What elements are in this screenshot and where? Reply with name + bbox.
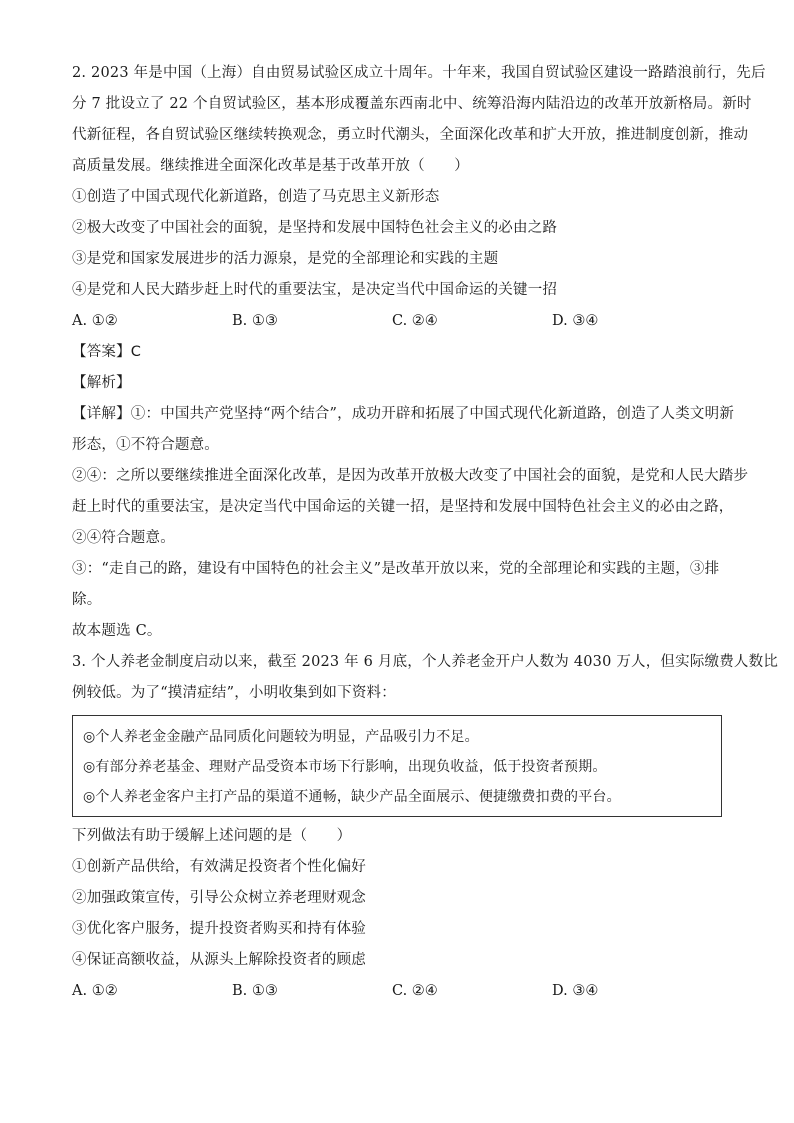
q3-stem-line-2: 例较低。为了“摸清症结”，小明收集到如下资料： [72,685,396,701]
q2-detail-line-1: 【详解】①：中国共产党坚持“两个结合”，成功开辟和拓展了中国式现代化新道路，创造了人类文明新 [72,406,735,422]
q2-detail-line-6: ③：“走自己的路，建设有中国特色的社会主义”是改革开放以来，党的全部理论和实践的主题，③排 [72,561,720,577]
q3-statement-4: ④保证高额收益，从源头上解除投资者的顾虑 [72,952,366,968]
q2-stem-line-1: 2. 2023 年是中国（上海）自由贸易试验区成立十周年。十年来，我国自贸试验区建设一路踏浪前行，先后 [72,65,766,81]
q2-detail-line-7: 除。 [72,592,102,608]
q2-detail-line-8: 故本题选 C。 [72,623,162,639]
q3-statement-3: ③优化客户服务，提升投资者购买和持有体验 [72,921,366,937]
q2-detail-line-4: 赶上时代的重要法宝，是决定当代中国命运的关键一招，是坚持和发展中国特色社会主义的必由之路， [72,499,734,515]
q2-statement-4: ④是党和人民大踏步赶上时代的重要法宝，是决定当代中国命运的关键一招 [72,282,558,298]
q2-option-d: D. ③④ [552,313,599,329]
q2-options [72,306,724,337]
q3-statement-1: ①创新产品供给，有效满足投资者个性化偏好 [72,859,366,875]
q2-stem-line-3: 代新征程，各自贸试验区继续转换观念，勇立时代潮头，全面深化改革和扩大开放，推进制度创新，推动 [72,127,749,143]
q3-options [72,976,724,1007]
q3-statement-2: ②加强政策宣传，引导公众树立养老理财观念 [72,890,366,906]
q3-material-1: ◎个人养老金金融产品同质化问题较为明显，产品吸引力不足。 [83,729,479,745]
q2-answer: 【答案】C [72,344,142,360]
q2-statement-2: ②极大改变了中国社会的面貌，是坚持和发展中国特色社会主义的必由之路 [72,220,558,236]
q3-material-3: ◎个人养老金客户主打产品的渠道不通畅，缺少产品全面展示、便捷缴费扣费的平台。 [83,789,621,805]
exam-page [72,58,779,1007]
q3-option-c: C. ②④ [392,983,438,999]
q2-detail-line-2: 形态，①不符合题意。 [72,437,219,453]
question-3 [72,647,779,1007]
q3-option-d: D. ③④ [552,983,599,999]
q2-detail-line-5: ②④符合题意。 [72,530,175,546]
q2-analysis-label: 【解析】 [72,375,131,391]
q2-statement-3: ③是党和国家发展进步的活力源泉，是党的全部理论和实践的主题 [72,251,499,267]
q2-stem-line-2: 分 7 批设立了 22 个自贸试验区，基本形成覆盖东西南北中、统筹沿海内陆沿边的改革开放新格局。新时 [72,96,752,112]
q3-material-2: ◎有部分养老基金、理财产品受资本市场下行影响，出现负收益，低于投资者预期。 [83,759,607,775]
q2-statement-1: ①创造了中国式现代化新道路，创造了马克思主义新形态 [72,189,440,205]
q2-detail-line-3: ②④：之所以要继续推进全面深化改革，是因为改革开放极大改变了中国社会的面貌，是党和人民大踏步 [72,468,749,484]
q3-question-stem: 下列做法有助于缓解上述问题的是（ ） [72,828,352,844]
q2-option-a: A. ①② [72,313,118,329]
q3-material-box [72,715,722,817]
question-2 [72,58,766,647]
q3-option-b: B. ①③ [232,983,278,999]
q2-stem-line-4: 高质量发展。继续推进全面深化改革是基于改革开放（ ） [72,158,469,174]
q2-option-c: C. ②④ [392,313,438,329]
q2-option-b: B. ①③ [232,313,278,329]
q3-option-a: A. ①② [72,983,118,999]
q3-stem-line-1: 3. 个人养老金制度启动以来，截至 2023 年 6 月底，个人养老金开户人数为 4030 万人，但实际缴费人数比 [72,654,779,670]
